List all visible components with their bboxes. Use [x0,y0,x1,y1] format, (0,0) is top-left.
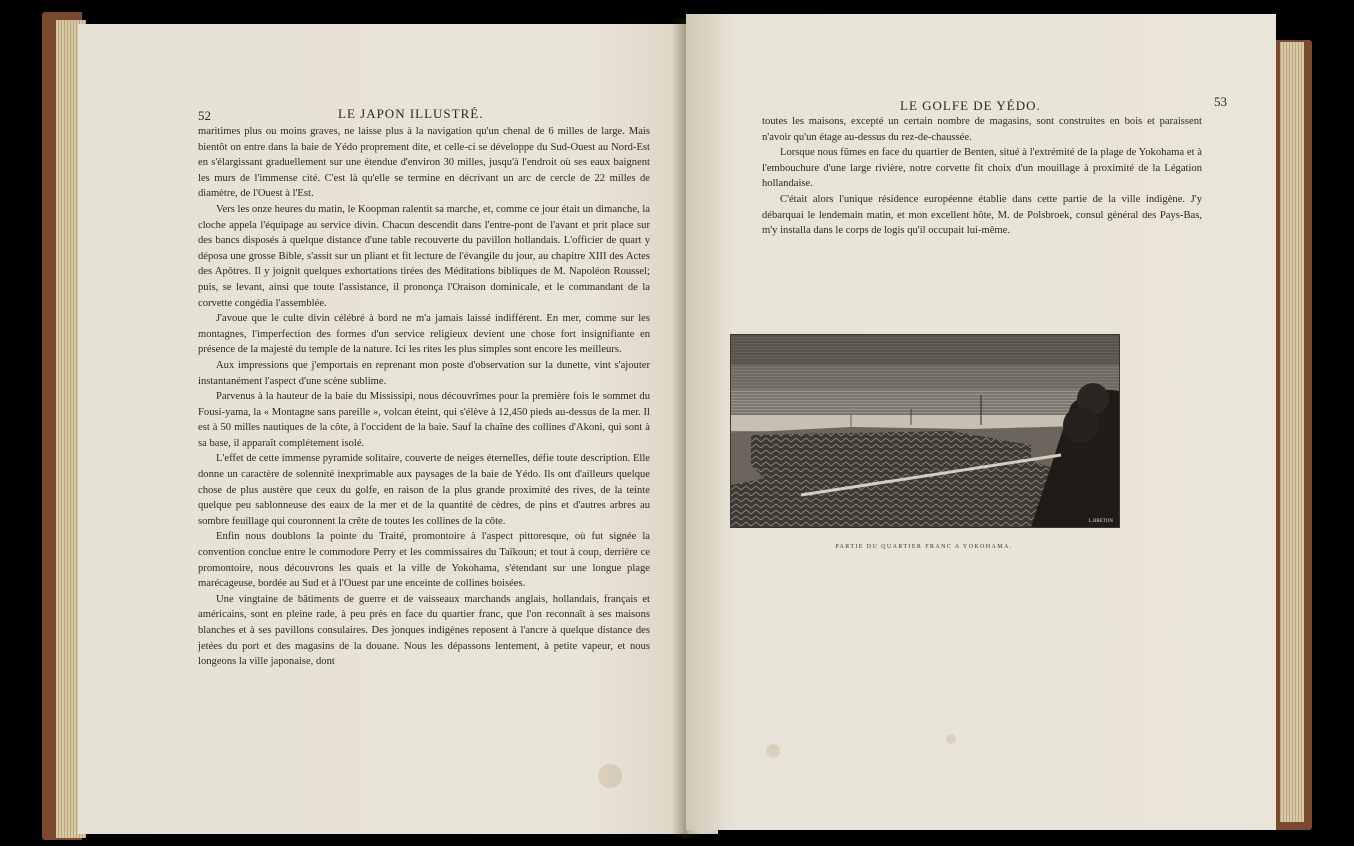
paper-stain [766,744,780,758]
engraver-signature: L.BRETON [1088,519,1113,524]
open-book [42,12,1312,840]
right-paragraph: C'était alors l'unique résidence européenne établie dans cette partie de la ville indigène. J'y débarquai le lendemain matin, et mon excellent hôte, M. de Polsbroek, consul général des Pays-Bas, m'y installa dans le corps de logis qu'il occupait lui-même. [762,193,1202,237]
left-running-head: LE JAPON ILLUSTRÉ. [338,106,484,121]
left-paragraph: Une vingtaine de bâtiments de guerre et de vaisseaux marchands anglais, hollandais, français et américains, sont en pleine rade, à peu près en face du quartier franc, que l'on reconnaît à ses maisons blanches et à ses pavillons consulaires. Des jonques indigènes reposent à l'ancre à quelque distance des jetées du port et des magasins de la douane. Nous les dépassons lentement, à petite vapeur, et nous longeons la ville japonaise, dont [198,593,650,668]
right-body-text [762,114,1202,239]
left-paragraph: L'effet de cette immense pyramide solitaire, couverte de neiges éternelles, défie toute description. Elle donne un caractère de solennité inexprimable aux paysages de la baie de Yédo. Ils ont d'ailleurs quelque chose de plus austère que ceux du golfe, en raison de la plus grande proximité des rives, de la teinte quelque peu sablonneuse des eaux de la mer et de la quantité de cèdres, de pins et d'autres arbres au sombre feuillage qui couronnent la crête de toutes les collines de la côte. [198,453,650,527]
paper-stain [598,764,622,788]
paper-stain [946,734,956,744]
left-paragraph: Parvenus à la hauteur de la baie du Mississipi, nous découvrîmes pour la première fois le sommet du Fousi-yama, la « Montagne sans pareille », volcan éteint, qui s'élève à 12,450 pieds au-dessus de la mer. Il est à 50 milles nautiques de la côte, à l'occident de la baie. Sauf la chaîne des collines d'Akoni, qui sont à sa base, il apparaît complétement isolé. [198,391,650,449]
left-paragraph: J'avoue que le culte divin célébré à bord ne m'a jamais laissé indifférent. En mer, comme sur les montagnes, l'imperfection des formes d'un service religieux devient une chose fort insignifiante en présence de la majesté du temple de la nature. Ici les rites les plus simples sont encore les meilleurs. [198,313,650,356]
left-paragraph: Enfin nous doublons la pointe du Traité, promontoire à l'aspect pittoresque, où fut signée la convention conclue entre le commodore Perry et les commissaires du Taïkoun; et tout à coup, derrière ce promontoire, nous découvrons les quais et la ville de Yokohama, s'étendant sur une longue plage marécageuse, bordée au Sud et à l'Ouest par une enceinte de collines boisées. [198,531,650,590]
right-paragraph: Lorsque nous fûmes en face du quartier de Benten, situé à l'extrémité de la plage de Yokohama et à l'embouchure d'une large rivière, notre corvette fit choix d'un mouillage à proximité de la Légation hollandaise. [762,147,1202,190]
left-paragraph: maritimes plus ou moins graves, ne laisse plus à la navigation qu'un chenal de 6 milles de large. Mais bientôt on entre dans la baie de Yédo proprement dite, et celle-ci se développe du Sud-Ouest au Nord-Est en s'élargissant graduellement sur une étendue d'environ 30 milles, jusqu'à l'endroit où ses eaux baignent les murs de l'immense cité. C'est là qu'elle se termine en décrivant un arc de cercle de 22 milles de diamètre, de l'Ouest à l'Est. [198,126,650,200]
left-body-text [198,124,650,670]
left-paragraph: Vers les onze heures du matin, le Koopman ralentit sa marche, et, comme ce jour était un dimanche, la cloche appela l'équipage au service divin. Chacun descendit dans l'entre-pont de l'avant et prit place sur des bancs disposés à quelque distance d'une table recouverte du pavillon hollandais. L'officier de quart y déposa une grosse Bible, s'assit sur un pliant et fit lecture de l'évangile du jour, au chapitre XIII des Actes des Apôtres. Il y joignit quelques exhortations tirées des Méditations bibliques de M. Napoléon Roussel; puis, se levant, ainsi que toute l'assistance, il prononça l'Oraison dominicale, et le commandant de la corvette congédia l'assemblée. [198,203,650,309]
engraving-yokohama-view [730,334,1120,528]
engraving-drawing [731,335,1119,527]
right-paragraph: toutes les maisons, excepté un certain nombre de magasins, sont construites en bois et paraissent n'avoir qu'un étage au-dessus du rez-de-chaussée. [762,116,1202,143]
page-edges-right [1280,42,1304,822]
right-page-number: 53 [1214,94,1227,109]
left-paragraph: Aux impressions que j'emportais en reprenant mon poste d'observation sur la dunette, vint s'ajouter instantanément l'aspect d'une scène sublime. [198,359,650,387]
left-page-number: 52 [198,108,211,123]
right-running-head: LE GOLFE DE YÉDO. [900,98,1041,113]
illustration-caption: PARTIE DU QUARTIER FRANC A YOKOHAMA. [835,544,1013,550]
left-page [78,24,718,834]
